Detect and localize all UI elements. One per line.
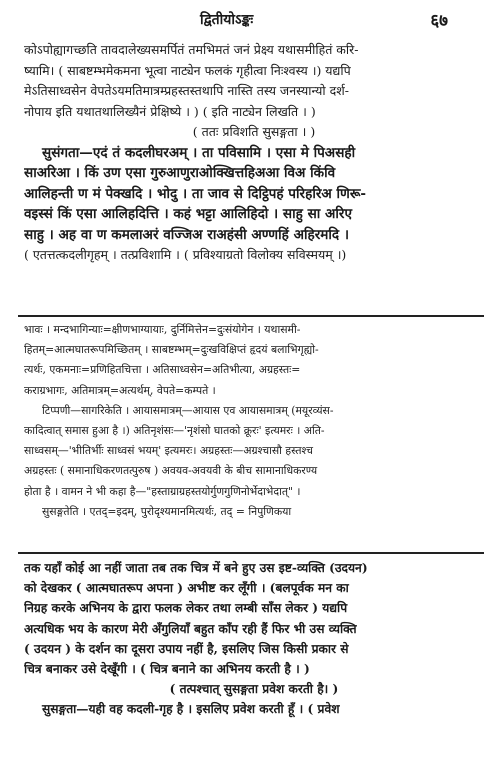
note-line: त्यर्थः, एकमनाः=प्रणिहितचित्ता । अतिसाध्वसेन=अतिभीत्या, अग्रहस्तः= [24, 363, 301, 377]
act-title: द्वितीयोऽङ्कः [200, 12, 254, 28]
section-divider [18, 315, 484, 317]
main-line: मेऽतिसाध्वसेन वेपतेऽयमतिमात्रम्प्रहस्तस्तथापि नास्ति तस्य जनस्यान्यो दर्श- [24, 83, 349, 98]
main-line: ष्यामि। ( साबष्टम्भमेकमना भूत्वा नाट्येन फलकं गृहीत्वा निःश्वस्य ।) यद्यपि [24, 62, 351, 78]
note-line: टिप्पणी—सागरिकेति । आयासमात्रम्—आयास एव आयासमात्रम् (मयूरव्यंस- [42, 403, 334, 417]
speech-line: वइस्सं किं एसा आलिहदित्ति । कहं भट्टा आलिहिदो । साहु सा अरिए [24, 206, 353, 222]
translation-line: ( उदयन ) के दर्शन का दूसरा उपाय नहीं है, इसलिए जिस किसी प्रकार से [24, 641, 349, 656]
speech-line: आलिहन्ती ण मं पेक्खदि । भोदु । ता जाव से दिट्ठिपहं परिहरिअ णिरू- [24, 185, 367, 202]
main-line: नोपाय इति यथातथालिख्यैनं प्रेक्षिष्ये । ) ( इति नाट्येन लिखति । ) [24, 103, 316, 119]
commentary-notes [24, 320, 484, 522]
translation-line: निग्रह करके अभिनय के द्वारा फलक लेकर तथा लम्बी साँस लेकर ) यद्यपि [24, 601, 348, 616]
translation-line: सुसङ्गता—यही वह कदली-गृह है । इसलिए प्रवेश करती हूँ । ( प्रवेश [42, 702, 340, 717]
translation-line: चित्र बनाकर उसे देखूँगी । ( चित्र बनाने का अभिनय करती है । ) [24, 661, 310, 676]
page-number: ६७ [430, 11, 448, 31]
main-text [24, 40, 484, 266]
translation-line: को देखकर ( आत्मघातरूप अपना ) अभीष्ट कर लूँगी । (बलपूर्वक मन का [24, 581, 349, 596]
speech-line: सुसंगता—एदं तं कदलीघरअम् । ता पविसामि । एसा मे पिअसही [42, 144, 356, 161]
note-line: कराग्रभागः, अतिमात्रम्=अत्यर्थम्, वेपते=कम्पते । [24, 383, 216, 397]
main-line: कोऽपोह्यागच्छति तावदालेख्यसमर्पितं तमभिमतं जनं प्रेक्ष्य यथासमीहितं करि- [24, 42, 359, 57]
note-line: अग्रहस्तः ( समानाधिकरणतत्पुरुष ) अवयव-अवयवी के बीच सामानाधिकरण्य [24, 464, 318, 478]
note-line: साध्वसम्—'भीतिर्भीः साध्वसं भयम्' इत्यमरः। अग्रहस्तः—अग्रश्चासौ हस्तश्च [24, 444, 313, 458]
note-line: भावः । मन्दभागिन्याः=क्षीणभाग्यायाः, दुर्निमित्तेन=दुःसंयोगेन । यथासमी- [24, 323, 301, 336]
stage-direction: ( तत्पश्चात् सुसङ्गता प्रवेश करती है। ) [169, 682, 339, 697]
note-line: हितम्=आत्मघातरूपमिच्छितम् । साबष्टम्भम्=दुःखविक्षिप्तं हृदयं बलाभिगृह्यो- [24, 343, 319, 357]
speech-line: साहु । अह वा ण कमलाअरं वज्जिअ राअहंसी अण्णहिं अहिरमदि । [24, 226, 350, 243]
note-line: होता है । वामन ने भी कहा है—"हस्ताग्राग्रहस्तयोर्गुणगुणिनोर्भेदाभेदात्" । [24, 484, 301, 498]
note-line: कादित्वात् समास हुआ है ।) अतिनृशंसः—'नृशंसो घातको क्रूरः' इत्यमरः । अति- [24, 423, 325, 437]
hindi-translation [24, 558, 484, 720]
stage-direction: ( ततः प्रविशति सुसङ्गता । ) [192, 124, 316, 139]
note-line: सुसङ्गतेति । एतद्=इदम्, पुरोदृश्यमानमित्यर्थः, तद् = निपुणिकया [42, 504, 292, 518]
page-header [0, 6, 500, 36]
sanskrit-chaya: ( एतत्तत्कदलीगृहम् । तत्प्रविशामि । ( प्रविश्याग्रतो विलोक्य सविस्मयम् ।) [24, 247, 347, 262]
translation-line: अत्यधिक भय के कारण मेरी अँगुलियाँ बहुत काँप रही हैं फिर भी उस व्यक्ति [24, 621, 357, 636]
section-divider [18, 552, 484, 554]
speech-line: साअरिआ । किं उण एसा गुरुआणुराओक्खित्तहिअआ विअ किंवि [24, 165, 336, 181]
translation-line: तक यहाँ कोई आ नहीं जाता तब तक चित्र में बने हुए उस इष्ट-व्यक्ति (उदयन) [24, 561, 368, 575]
